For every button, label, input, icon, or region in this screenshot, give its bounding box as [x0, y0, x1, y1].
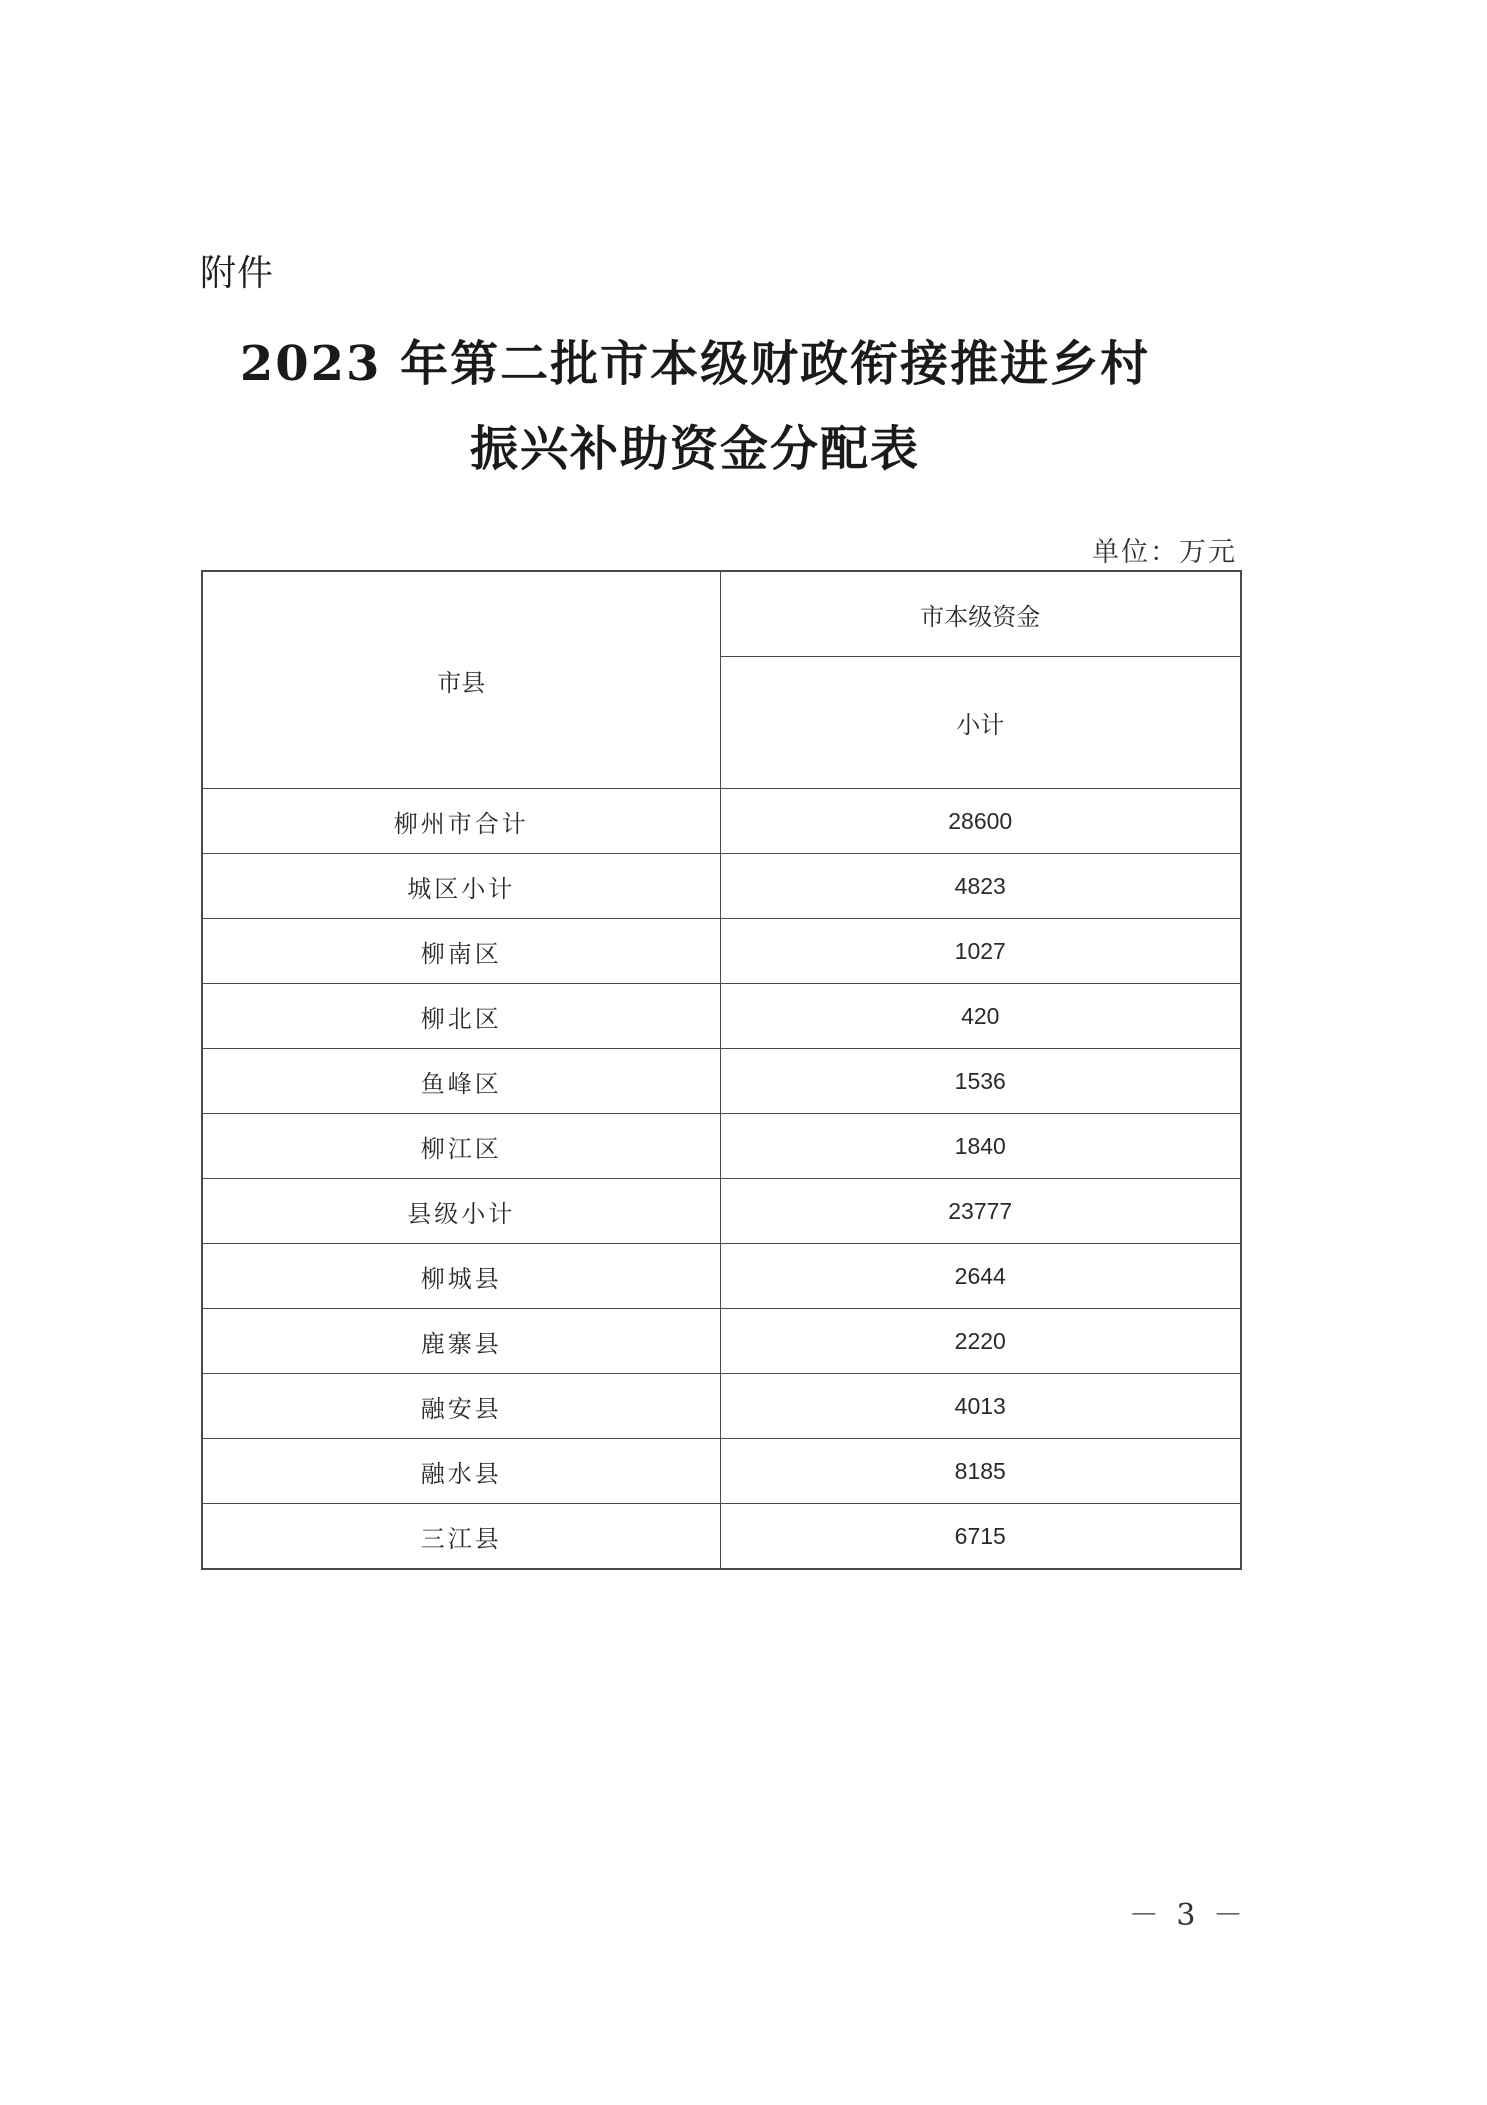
- row-value: 4013: [720, 1374, 1241, 1439]
- row-value: 1027: [720, 919, 1241, 984]
- table-row: [202, 1049, 1241, 1114]
- page-number: － 3 －: [1128, 1898, 1247, 1933]
- row-value: 1536: [720, 1049, 1241, 1114]
- table-row: [202, 1179, 1241, 1244]
- column-header-fund: 市本级资金: [720, 571, 1241, 657]
- attachment-label: 附件: [200, 253, 275, 294]
- table-row: [202, 919, 1241, 984]
- row-value: 28600: [720, 789, 1241, 854]
- row-name: 县级小计: [202, 1179, 720, 1244]
- row-value: 8185: [720, 1439, 1241, 1504]
- row-value: 23777: [720, 1179, 1241, 1244]
- table-row: [202, 854, 1241, 919]
- unit-label: 单位：万元: [1092, 537, 1237, 568]
- row-name: 柳江区: [202, 1114, 720, 1179]
- table-row: [202, 1309, 1241, 1374]
- row-name: 柳州市合计: [202, 789, 720, 854]
- row-value: 4823: [720, 854, 1241, 919]
- row-value: 6715: [720, 1504, 1241, 1570]
- row-value: 420: [720, 984, 1241, 1049]
- row-name: 柳城县: [202, 1244, 720, 1309]
- table-row: [202, 1504, 1241, 1570]
- row-name: 三江县: [202, 1504, 720, 1570]
- row-name: 鹿寨县: [202, 1309, 720, 1374]
- row-name: 城区小计: [202, 854, 720, 919]
- column-header-city: 市县: [202, 571, 720, 789]
- table-header-row: [202, 571, 1241, 657]
- row-value: 2220: [720, 1309, 1241, 1374]
- row-value: 2644: [720, 1244, 1241, 1309]
- table-row: [202, 789, 1241, 854]
- row-name: 鱼峰区: [202, 1049, 720, 1114]
- row-name: 柳南区: [202, 919, 720, 984]
- table-row: [202, 984, 1241, 1049]
- table-row: [202, 1374, 1241, 1439]
- table-row: [202, 1439, 1241, 1504]
- row-name: 柳北区: [202, 984, 720, 1049]
- row-name: 融水县: [202, 1439, 720, 1504]
- row-name: 融安县: [202, 1374, 720, 1439]
- table-row: [202, 1244, 1241, 1309]
- document-title-line-2: 振兴补助资金分配表: [469, 421, 920, 477]
- document-title-line-1: 2023 年第二批市本级财政衔接推进乡村: [239, 336, 1151, 392]
- column-header-subtotal: 小计: [720, 657, 1241, 789]
- table-row: [202, 1114, 1241, 1179]
- row-value: 1840: [720, 1114, 1241, 1179]
- allocation-table: [201, 570, 1242, 1570]
